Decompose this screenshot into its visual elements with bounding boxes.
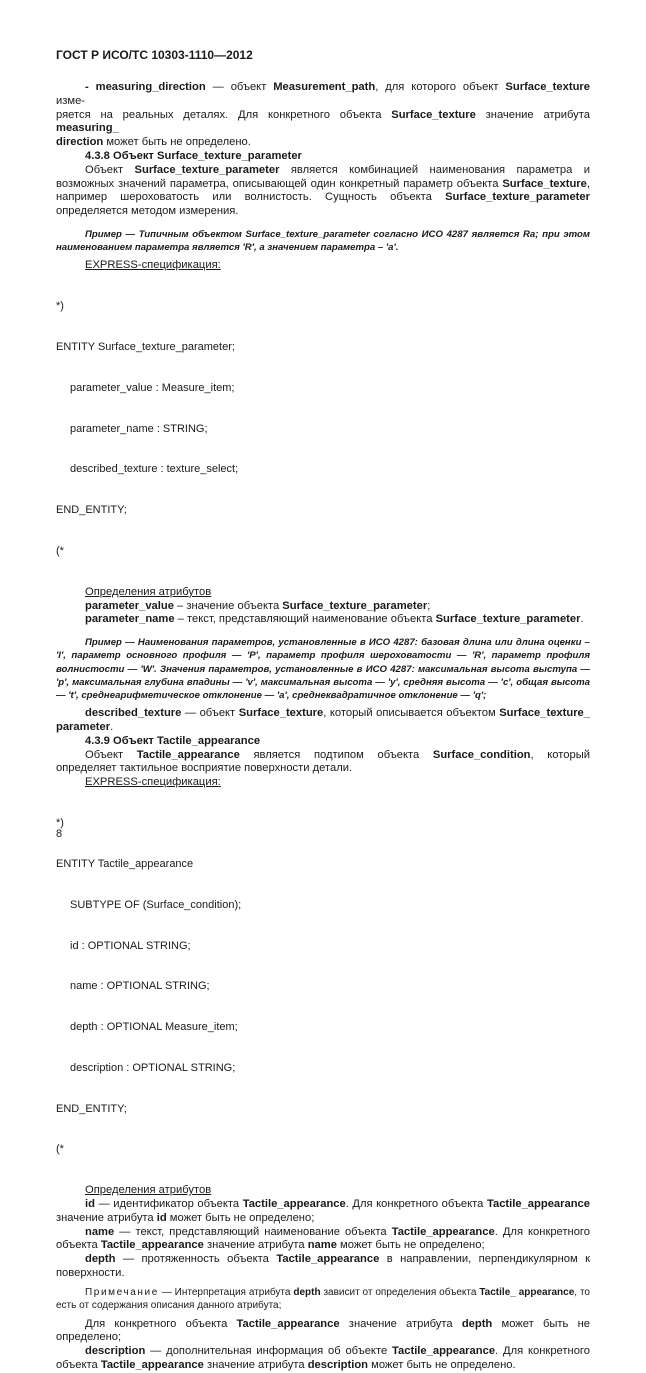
- measuring-direction-line2: ряется на реальных деталях. Для конкретного объекта Surface_texture значение атрибута measuring_: [56, 108, 590, 135]
- example-1: Пример — Типичным объектом Surface_texture_parameter согласно ИСО 4287 является Ra; при этом наименованием параметра является 'R', а значением параметра – 'a'.: [56, 228, 590, 254]
- attr-name: name — текст, представляющий наименование объекта Tactile_appearance. Для конкретного объекта Tactile_appearance значение атрибута name может быть не определено;: [56, 1225, 590, 1252]
- express-spec-label-1: EXPRESS-спецификация:: [85, 259, 221, 272]
- paragraph-4-3-9: Объект Tactile_appearance является подтипом объекта Surface_condition, который определяет тактильное восприятие поверхности детали.: [56, 748, 590, 775]
- section-heading-4-3-8: 4.3.8 Объект Surface_texture_parameter: [85, 149, 302, 162]
- page-header: ГОСТ Р ИСО/ТС 10303-1110—2012: [56, 48, 253, 62]
- attr-described-texture-line2: parameter.: [56, 721, 114, 734]
- attr-parameter-name: parameter_name – текст, представляющий наименование объекта Surface_texture_parameter.: [85, 613, 584, 626]
- measuring-direction-line1: - measuring_direction — объект Measurement_path, для которого объект Surface_texture изме-: [56, 81, 590, 107]
- express-code-1: *) ENTITY Surface_texture_parameter; parameter_value : Measure_item; parameter_name : STRING; described_texture : texture_select; END_ENTITY; (*: [56, 300, 239, 558]
- attr-described-texture-line1: described_texture — объект Surface_texture, который описывается объектом Surface_texture_: [85, 707, 590, 720]
- attr-parameter-value: parameter_value – значение объекта Surface_texture_parameter;: [85, 599, 431, 612]
- section-heading-4-3-9: 4.3.9 Объект Tactile_appearance: [85, 734, 261, 747]
- note-depth: Примечание — Интерпретация атрибута depth зависит от определения объекта Tactile_ appearance, то есть от содержания описания данного атрибута;: [56, 1286, 590, 1312]
- page-number: 8: [56, 828, 63, 840]
- attribute-definitions-label-1: Определения атрибутов: [85, 585, 212, 598]
- paragraph-4-3-8: Объект Surface_texture_parameter является комбинацией наименования параметра и возможных значений параметра, описывающей один конкретный параметр объекта Surface_texture, например шероховатость или волнистость. Сущность объекта Surface_texture_parameter определяется методом измерения.: [56, 163, 590, 218]
- attr-depth: depth — протяженность объекта Tactile_appearance в направлении, перпендикулярном к поверхности.: [56, 1253, 590, 1280]
- example-2: Пример — Наименования параметров, установленные в ИСО 4287: базовая длина или длина оценки – 'l', параметр основного профиля — 'P', параметр профиля шероховатости — 'R', параметр профиля волнистости — 'W'. Значения параметров, установленные в ИСО 4287: максимальная высота выступа — 'p', максимальная глубина впадины — 'v', максимальная высота — 'y', средняя высота — 'c', общая высота — 't', среднеарифметическое отклонение — 'a', среднеквадратичное отклонение — 'q';: [56, 637, 590, 702]
- express-spec-label-2: EXPRESS-спецификация:: [85, 776, 221, 789]
- attr-description: description — дополнительная информация об объекте Tactile_appearance. Для конкретного объекта Tactile_appearance значение атрибута description может быть не определено.: [56, 1345, 590, 1372]
- attribute-definitions-label-2: Определения атрибутов: [85, 1184, 212, 1197]
- measuring-direction-line3: direction может быть не определено.: [56, 136, 251, 149]
- page-content: [56, 81, 590, 1373]
- attr-depth-continued: Для конкретного объекта Tactile_appearance значение атрибута depth может быть не определено;: [56, 1317, 591, 1344]
- attr-id: id — идентификатор объекта Tactile_appearance. Для конкретного объекта Tactile_appearance значение атрибута id может быть не определено;: [56, 1198, 590, 1224]
- express-code-2: *) ENTITY Tactile_appearance SUBTYPE OF (Surface_condition); id : OPTIONAL STRING; name : OPTIONAL STRING; depth : OPTIONAL Measure_item; description : OPTIONAL STRING; END_ENTITY; (*: [56, 817, 242, 1156]
